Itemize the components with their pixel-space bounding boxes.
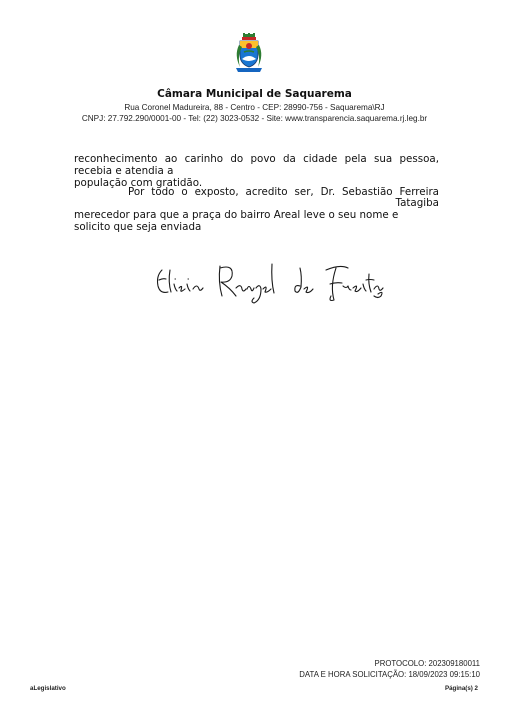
coat-of-arms-icon xyxy=(233,33,265,75)
body-line-4: Por todo o exposto, acredito ser, Dr. Sebastião Ferreira xyxy=(128,186,439,198)
body-line-3: população com gratidão. xyxy=(74,177,203,189)
contact-line: CNPJ: 27.792.290/0001-00 - Tel: (22) 3023-0532 - Site: www.transparencia.saquarema.rj.leg.br xyxy=(81,114,428,123)
signature-icon xyxy=(150,256,385,306)
protocol-number: PROTOCOLO: 202309180011 xyxy=(374,659,480,668)
body-line-2: recebia e atendia a xyxy=(74,165,174,177)
body-line-6: merecedor para que a praça do bairro Areal leve o seu nome e xyxy=(74,209,399,221)
request-datetime: DATA E HORA SOLICITAÇÃO: 18/09/2023 09:15:10 xyxy=(299,670,480,679)
body-line-1: reconhecimento ao carinho do povo da cidade pela sua pessoa, xyxy=(74,153,439,165)
body-line-7: solicito que seja enviada xyxy=(74,221,202,233)
system-name: aLegislativo xyxy=(30,685,66,692)
organization-name: Câmara Municipal de Saquarema xyxy=(157,88,352,100)
address-line: Rua Coronel Madureira, 88 - Centro - CEP: 28990-756 - Saquarema\RJ xyxy=(124,103,385,112)
body-line-5: Tatagiba xyxy=(395,197,439,209)
page-number: Página(s) 2 xyxy=(444,685,478,692)
